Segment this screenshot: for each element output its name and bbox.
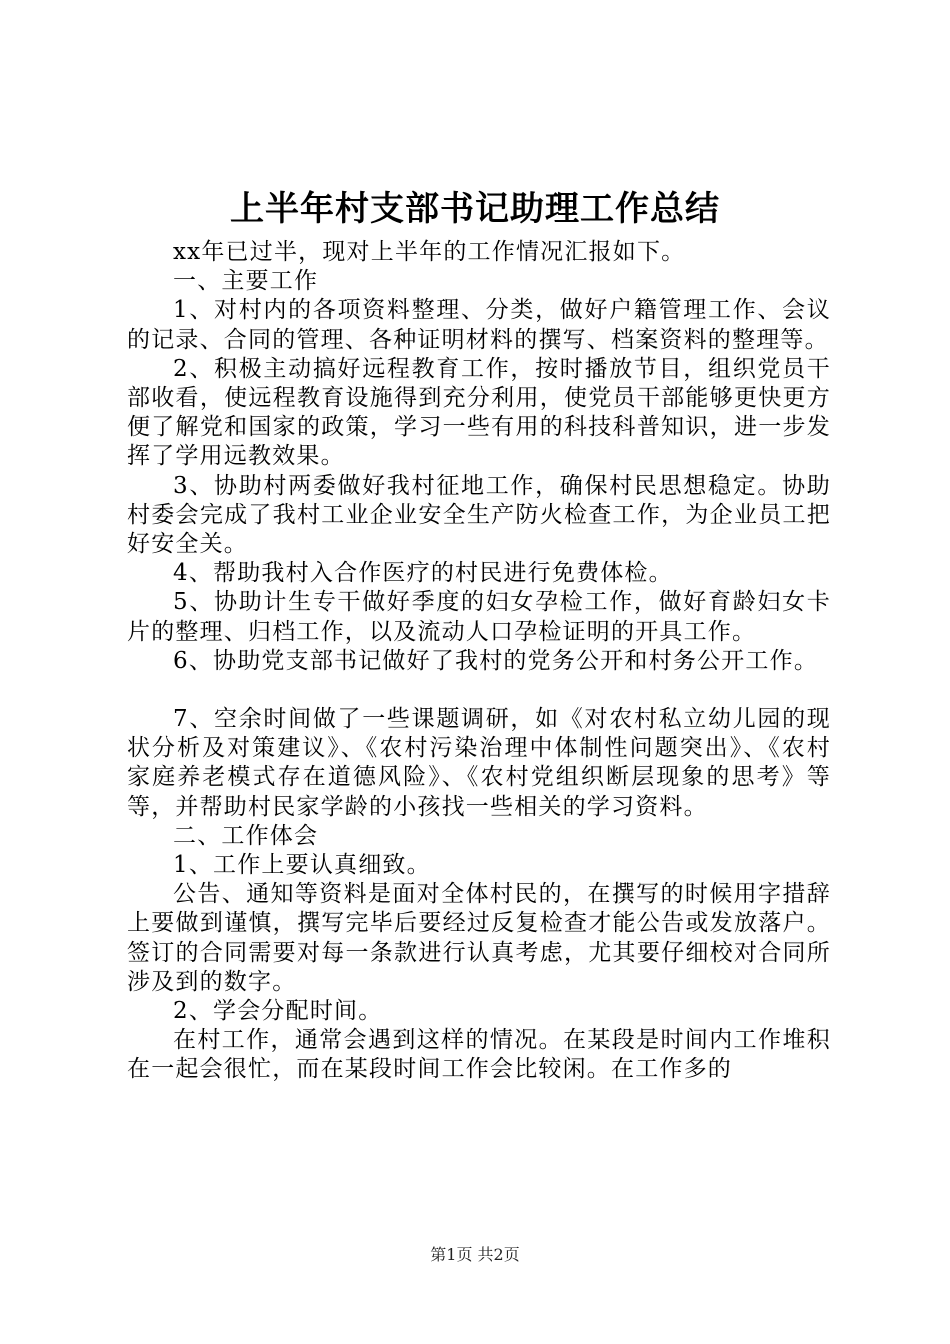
subheading-time: 2、学会分配时间。: [173, 998, 383, 1025]
paragraph-time: 在村工作，通常会遇到这样的情况。在某段是时间内工作堆积在一起会很忙，而在某段时间工作会比较闲。在工作多的: [127, 1027, 831, 1083]
section-heading-main-work: 一、主要工作: [173, 268, 319, 295]
subheading-careful: 1、工作上要认真细致。: [173, 852, 431, 879]
section-heading-experience: 二、工作体会: [173, 822, 319, 849]
paragraph-item-5: 5、协助计生专干做好季度的妇女孕检工作，做好育龄妇女卡片的整理、归档工作，以及流动人口孕检证明的开具工作。: [127, 589, 831, 645]
document-body: [127, 238, 831, 1085]
blank-line: [127, 676, 831, 705]
paragraph-item-2: 2、积极主动搞好远程教育工作，按时播放节目，组织党员干部收看，使远程教育设施得到充分利用，使党员干部能够更快更方便了解党和国家的政策，学习一些有用的科技科普知识，进一步发挥了学用远教效果。: [127, 355, 831, 470]
paragraph-careful: 公告、通知等资料是面对全体村民的，在撰写的时候用字措辞上要做到谨慎，撰写完毕后要经过反复检查才能公告或发放落户。签订的合同需要对每一条款进行认真考虑，尤其要仔细校对合同所涉及到的数字。: [127, 881, 831, 995]
paragraph-intro: xx年已过半，现对上半年的工作情况汇报如下。: [173, 239, 686, 265]
paragraph-item-6: 6、协助党支部书记做好了我村的党务公开和村务公开工作。: [173, 647, 819, 674]
paragraph-item-4: 4、帮助我村入合作医疗的村民进行免费体检。: [173, 560, 673, 587]
document-title: 上半年村支部书记助理工作总结: [230, 189, 720, 229]
paragraph-item-7: 7、空余时间做了一些课题调研，如《对农村私立幼儿园的现状分析及对策建议》、《农村污染治理中体制性问题突出》、《农村家庭养老模式存在道德风险》、《农村党组织断层现象的思考》等等，并帮助村民家学龄的小孩找一些相关的学习资料。: [127, 706, 831, 820]
paragraph-item-3: 3、协助村两委做好我村征地工作，确保村民思想稳定。协助村委会完成了我村工业企业安全生产防火检查工作，为企业员工把好安全关。: [127, 472, 831, 558]
paragraph-item-1: 1、对村内的各项资料整理、分类，做好户籍管理工作、会议的记录、合同的管理、各种证明材料的撰写、档案资料的整理等。: [127, 297, 831, 353]
page-number-footer: 第1页 共2页: [430, 1245, 520, 1264]
